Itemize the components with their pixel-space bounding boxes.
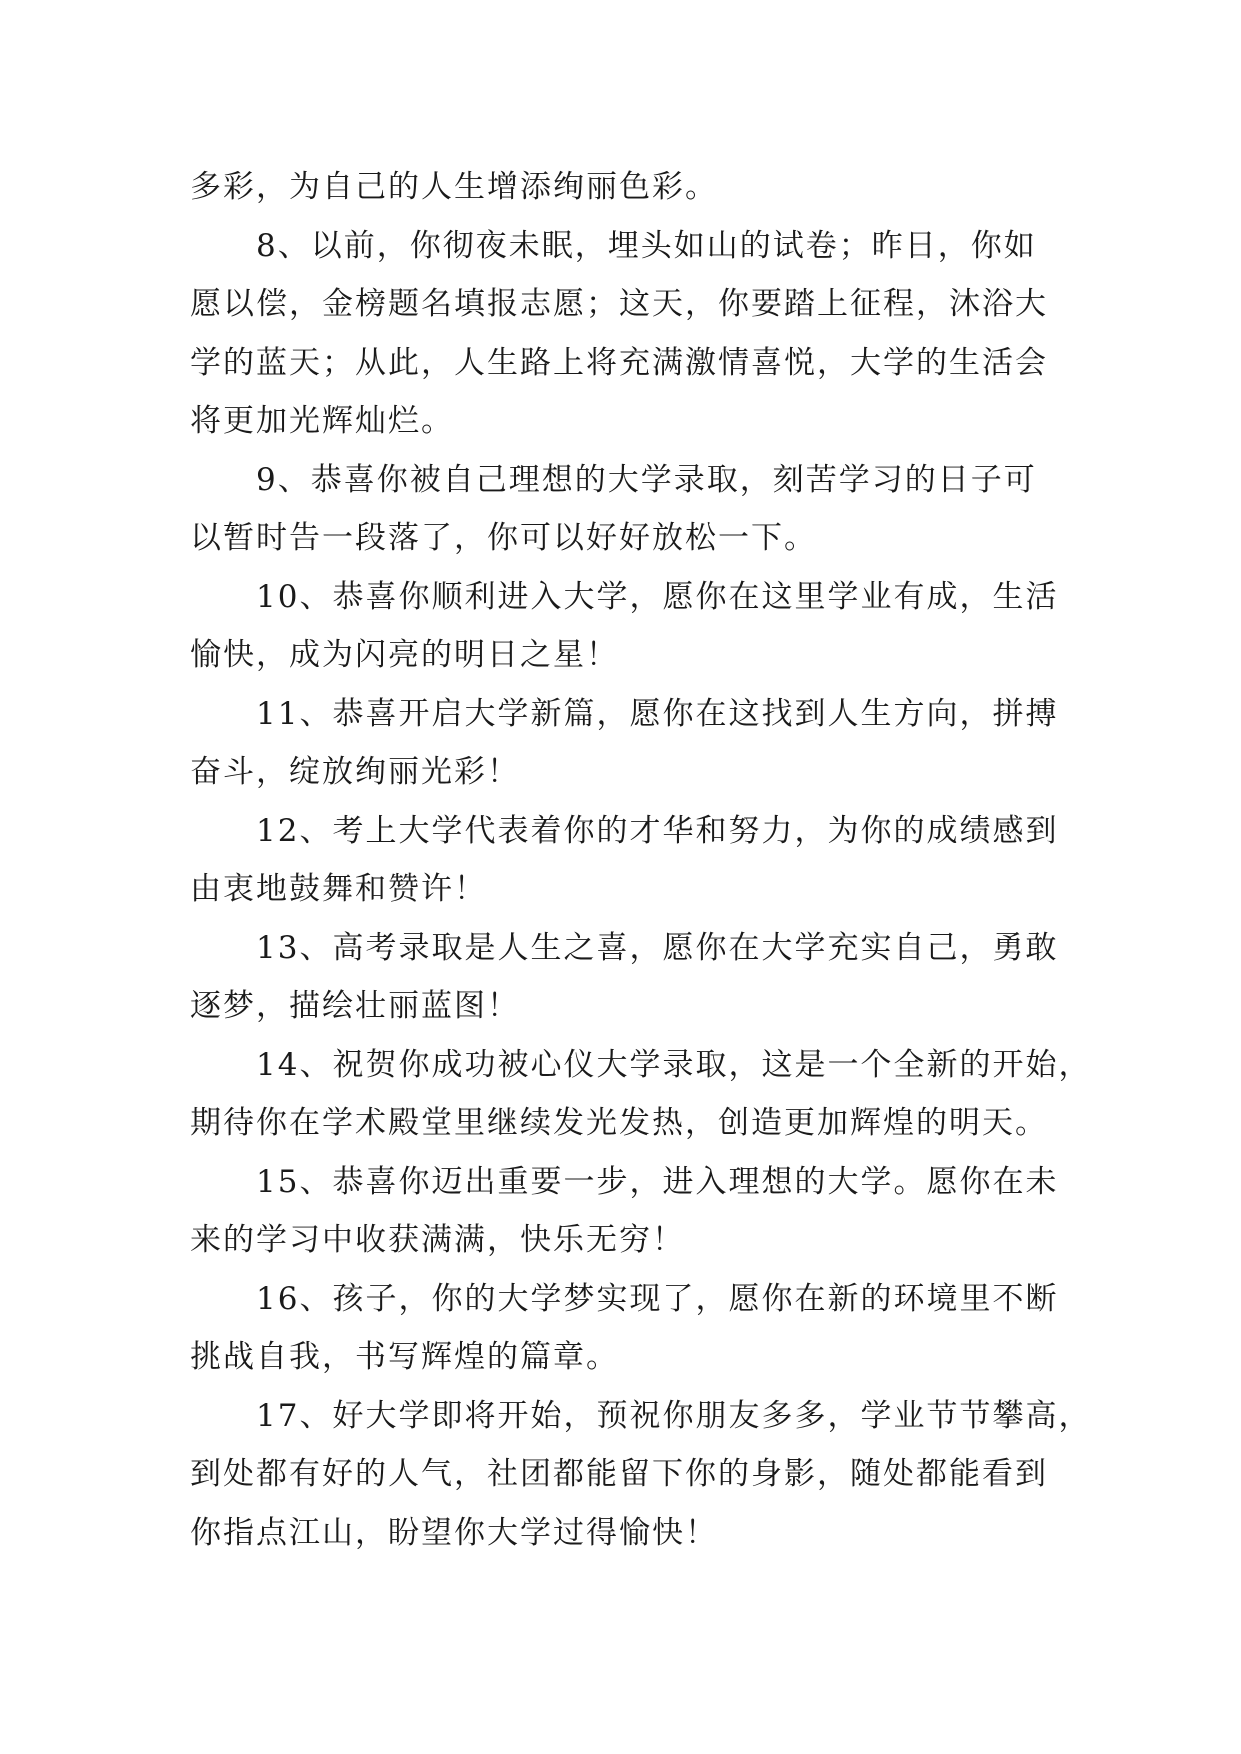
text-line: 来的学习中收获满满，快乐无穷！ — [190, 1222, 685, 1258]
text-line: 学的蓝天；从此，人生路上将充满激情喜悦，大学的生活会 — [190, 344, 1048, 381]
paragraph-start-14: 14、祝贺你成功被心仪大学录取，这是一个全新的开始， — [256, 1046, 1092, 1083]
text-line: 多彩，为自己的人生增添绚丽色彩。 — [190, 169, 718, 205]
text-line: 愿以偿，金榜题名填报志愿；这天，你要踏上征程，沐浴大 — [190, 286, 1048, 322]
paragraph-start-16: 16、孩子，你的大学梦实现了，愿你在新的环境里不断 — [256, 1280, 1059, 1317]
paragraph-start-11: 11、恭喜开启大学新篇，愿你在这找到人生方向，拼搏 — [256, 695, 1059, 732]
text-line: 由衷地鼓舞和赞许！ — [190, 871, 487, 907]
text-line: 挑战自我，书写辉煌的篇章。 — [190, 1339, 619, 1375]
text-line: 你指点江山，盼望你大学过得愉快！ — [190, 1514, 718, 1551]
paragraph-start-8: 8、以前，你彻夜未眠，埋头如山的试卷；昨日，你如 — [256, 227, 1037, 264]
text-line: 期待你在学术殿堂里继续发光发热，创造更加辉煌的明天。 — [190, 1105, 1048, 1141]
text-line: 愉快，成为闪亮的明日之星！ — [190, 637, 619, 673]
paragraph-start-17: 17、好大学即将开始，预祝你朋友多多，学业节节攀高， — [256, 1397, 1092, 1434]
text-line: 奋斗，绽放绚丽光彩！ — [190, 754, 520, 790]
document-body — [190, 158, 1092, 1562]
text-line: 将更加光辉灿烂。 — [190, 403, 454, 439]
paragraph-start-15: 15、恭喜你迈出重要一步，进入理想的大学。愿你在未 — [256, 1163, 1059, 1200]
paragraph-start-10: 10、恭喜你顺利进入大学，愿你在这里学业有成，生活 — [256, 578, 1059, 615]
paragraph-start-12: 12、考上大学代表着你的才华和努力，为你的成绩感到 — [256, 812, 1059, 849]
text-line: 逐梦，描绘壮丽蓝图！ — [190, 988, 520, 1024]
text-line: 以暂时告一段落了，你可以好好放松一下。 — [190, 520, 817, 556]
text-line: 到处都有好的人气，社团都能留下你的身影，随处都能看到 — [190, 1456, 1048, 1492]
paragraph-start-9: 9、恭喜你被自己理想的大学录取，刻苦学习的日子可 — [256, 461, 1037, 498]
paragraph-start-13: 13、高考录取是人生之喜，愿你在大学充实自己，勇敢 — [256, 929, 1059, 966]
